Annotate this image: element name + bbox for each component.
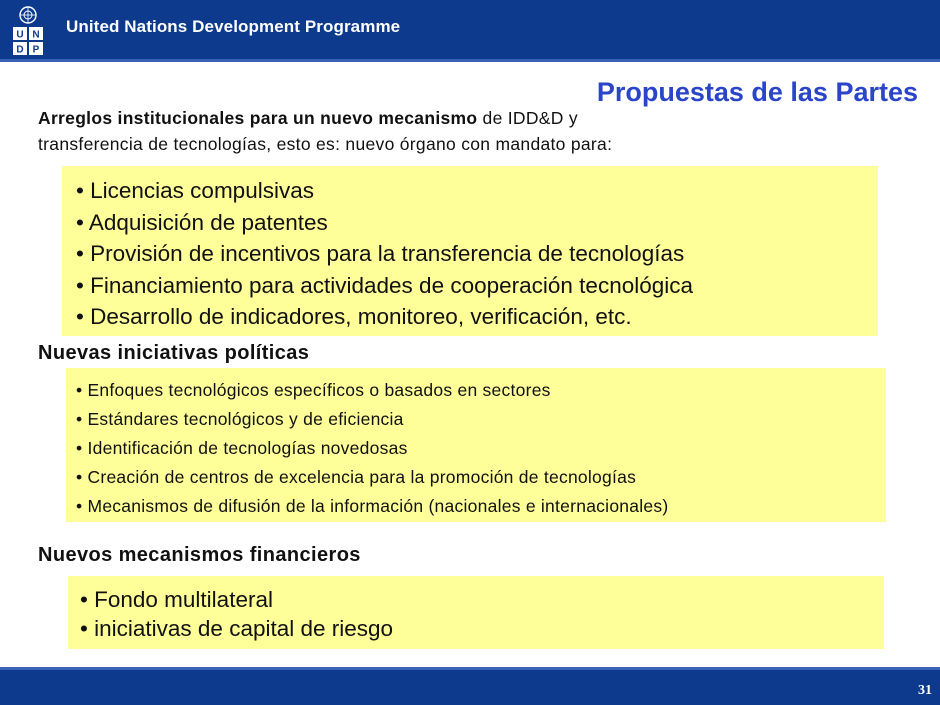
logo-letter-u: U xyxy=(16,29,24,41)
list-item: • Licencias compulsivas xyxy=(76,178,314,203)
footer-bar xyxy=(0,667,940,705)
logo-letter-n: N xyxy=(32,29,40,41)
list-item: • Fondo multilateral xyxy=(80,587,273,612)
list-item: • Estándares tecnológicos y de eficiencia xyxy=(76,409,404,429)
list-item: • Enfoques tecnológicos específicos o basados en sectores xyxy=(76,380,551,400)
intro-bold: Arreglos institucionales para un nuevo mecanismo xyxy=(38,108,478,128)
mandate-box xyxy=(62,166,878,336)
section-heading-finance: Nuevos mecanismos financieros xyxy=(38,544,361,566)
list-item: • Mecanismos de difusión de la información (nacionales e internacionales) xyxy=(76,496,669,516)
finance-box xyxy=(68,576,884,649)
header-divider xyxy=(0,59,940,62)
slide-title: Propuestas de las Partes xyxy=(596,77,918,107)
list-item: • Identificación de tecnologías novedosas xyxy=(76,438,408,458)
list-item: • Creación de centros de excelencia para la promoción de tecnologías xyxy=(76,467,637,487)
logo-letter-p: P xyxy=(32,44,40,56)
policy-box xyxy=(66,368,886,522)
policy-list xyxy=(66,368,886,521)
intro-line2: transferencia de tecnologías, esto es: nuevo órgano con mandato para: xyxy=(38,134,613,154)
list-item: • Provisión de incentivos para la transferencia de tecnologías xyxy=(76,241,685,266)
list-item: • Adquisición de patentes xyxy=(76,209,328,235)
org-name: United Nations Development Programme xyxy=(66,17,401,36)
list-item: • Financiamiento para actividades de cooperación tecnológica xyxy=(76,272,694,298)
page-number: 31 xyxy=(918,683,932,698)
mandate-list xyxy=(62,166,878,333)
list-item: • Desarrollo de indicadores, monitoreo, verificación, etc. xyxy=(76,304,632,329)
section-heading-policy: Nuevas iniciativas políticas xyxy=(38,342,310,364)
logo-letter-d: D xyxy=(16,44,24,56)
finance-list xyxy=(68,576,884,643)
undp-logo xyxy=(10,5,46,57)
intro-text xyxy=(38,105,858,157)
list-item: • iniciativas de capital de riesgo xyxy=(80,616,394,641)
intro-rest: de IDD&D y xyxy=(477,108,578,128)
footer-divider xyxy=(0,667,940,670)
header-bar xyxy=(0,0,940,62)
